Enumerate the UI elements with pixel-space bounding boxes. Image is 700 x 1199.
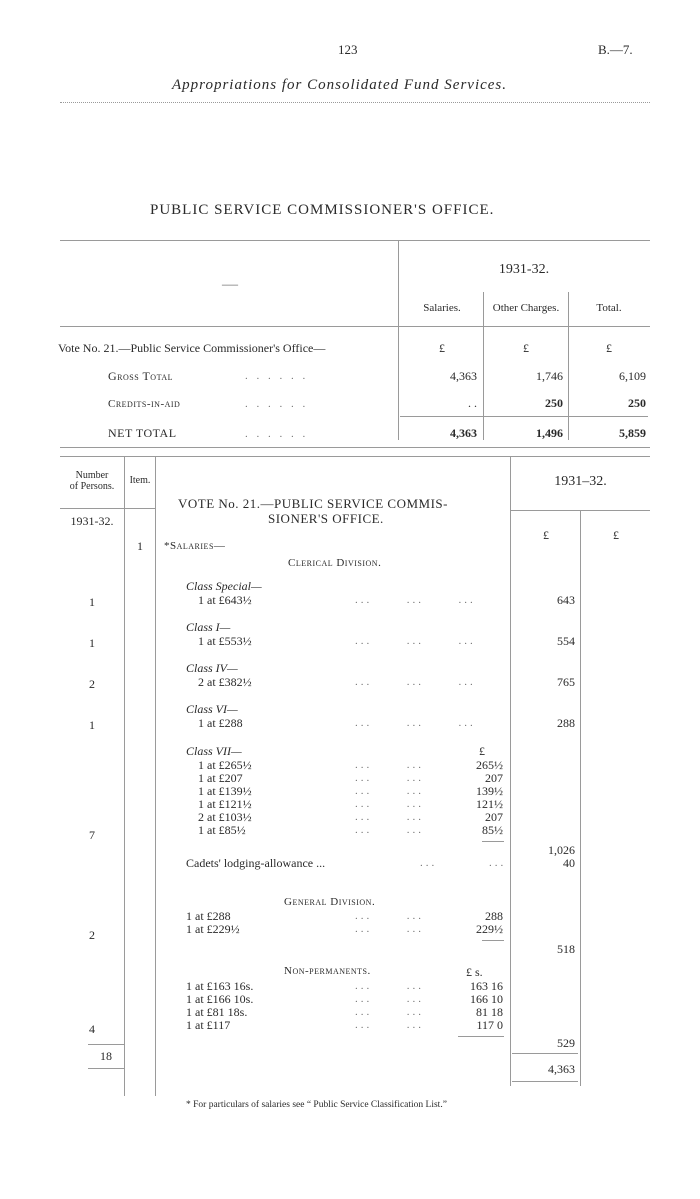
col-item: Item. [129, 475, 151, 486]
col-salaries: Salaries. [423, 302, 461, 314]
col-other-charges: Other Charges. [492, 302, 560, 314]
class-line: 1 at £139½ [198, 784, 252, 798]
row-other: 1,746 [536, 369, 563, 383]
class-name: Class VI— [186, 702, 238, 716]
detail-divider-total [580, 510, 581, 1086]
detail-year-rule [511, 510, 650, 511]
line-value: 85½ [482, 823, 503, 837]
line-value: 207 [485, 810, 503, 824]
line-value: 139½ [476, 784, 503, 798]
nonperm-total: 529 [557, 1036, 575, 1050]
row-label: Gross Total [108, 369, 173, 383]
nonperm-line: 1 at £81 18s. [186, 1005, 248, 1019]
general-heading: General Division. [284, 896, 376, 908]
persons-header-rule [60, 508, 124, 509]
detail-divider-item [155, 456, 156, 1096]
nonperm-line: 1 at £166 10s. [186, 992, 254, 1006]
summary-col-divider-1 [483, 292, 484, 440]
persons: 1 [89, 718, 95, 732]
vote-title-line-1: VOTE No. 21.—PUBLIC SERVICE COMMIS- [178, 496, 448, 511]
line-value: 229½ [476, 922, 503, 936]
header-rule [60, 102, 650, 103]
row-label: Credits-in-aid [108, 398, 181, 410]
leader: ... ... ... [355, 676, 476, 688]
class-name: Class VII— [186, 744, 242, 758]
class-7-total: 1,026 [548, 843, 575, 857]
leader: ... ... ... [355, 594, 476, 606]
line-value: 207 [485, 771, 503, 785]
row-leader: . . . . . . [245, 428, 309, 440]
vote-title-line-2: SIONER'S OFFICE. [268, 511, 384, 526]
class-line: 1 at £553½ [198, 634, 252, 648]
summary-bottom-rule [60, 447, 650, 448]
detail-divider-amount [510, 456, 511, 1086]
currency-other: £ [523, 341, 529, 355]
persons: 1 [89, 636, 95, 650]
leader: ... ... [355, 980, 424, 992]
amount: 643 [557, 593, 575, 607]
detail-top-rule [60, 456, 650, 457]
currency-salaries: £ [439, 341, 445, 355]
page-number: 123 [338, 42, 358, 57]
leader: ... ... [420, 857, 507, 869]
line-value: 117 0 [476, 1018, 503, 1032]
page-title: PUBLIC SERVICE COMMISSIONER'S OFFICE. [150, 202, 495, 218]
row-leader: . . . . . . [245, 398, 309, 410]
row-total: 6,109 [619, 369, 646, 383]
leader: ... ... [355, 785, 424, 797]
amount: 554 [557, 634, 575, 648]
summary-top-rule [60, 240, 650, 241]
line-value: 121½ [476, 797, 503, 811]
leader: ... ... ... [355, 635, 476, 647]
detail-year: 1931–32. [554, 474, 607, 489]
general-line: 1 at £229½ [186, 922, 240, 936]
class-name: Class Special— [186, 579, 262, 593]
subtotal-rule [458, 1036, 504, 1037]
leader: ... ... [355, 923, 424, 935]
currency: £ [479, 744, 485, 758]
line-value: 163 16 [470, 979, 503, 993]
currency-amount: £ [543, 528, 549, 542]
general-total: 518 [557, 942, 575, 956]
summary-year: 1931-32. [498, 262, 550, 277]
salaries-label: *Salaries— [164, 540, 226, 552]
amount: 288 [557, 716, 575, 730]
class-line: 1 at £85½ [198, 823, 246, 837]
line-value: 81 18 [476, 1005, 503, 1019]
leader: ... ... [355, 1006, 424, 1018]
leader: ... ... [355, 772, 424, 784]
row-label: NET TOTAL [108, 426, 177, 440]
summary-header-rule [60, 326, 650, 327]
grand-total: 4,363 [548, 1062, 575, 1076]
row-total: 250 [628, 396, 646, 410]
persons: 7 [89, 828, 95, 842]
leader: ... ... [355, 910, 424, 922]
nonperm-line: 1 at £117 [186, 1018, 231, 1032]
row-salaries: 4,363 [450, 369, 477, 383]
nonperm-currency: £ s. [466, 965, 483, 979]
summary-dash: — [222, 276, 238, 293]
cadets-amount: 40 [563, 856, 575, 870]
grand-total-rule-top [512, 1053, 578, 1054]
row-total: 5,859 [619, 426, 646, 440]
summary-subtotal-rule [400, 416, 648, 417]
line-value: 265½ [476, 758, 503, 772]
amount: 765 [557, 675, 575, 689]
leader: ... ... [355, 798, 424, 810]
class-line: 1 at £288 [198, 716, 243, 730]
class-line: 2 at £382½ [198, 675, 252, 689]
class-name: Class I— [186, 620, 231, 634]
class-line: 2 at £103½ [198, 810, 252, 824]
row-other: 1,496 [536, 426, 563, 440]
persons-total-rule-top [88, 1044, 124, 1045]
leader: ... ... [355, 1019, 424, 1031]
cadets-label: Cadets' lodging-allowance ... [186, 856, 326, 870]
total-persons: 18 [100, 1049, 112, 1063]
col-year: 1931-32. [70, 514, 114, 528]
leader: ... ... [355, 824, 424, 836]
item-number: 1 [137, 539, 143, 553]
col-number-of-persons: Number of Persons. [69, 470, 115, 492]
class-line: 1 at £121½ [198, 797, 252, 811]
row-other: 250 [545, 396, 563, 410]
persons: 1 [89, 595, 95, 609]
class-name: Class IV— [186, 661, 238, 675]
grand-total-rule-bottom [512, 1081, 578, 1082]
currency-total: £ [606, 341, 612, 355]
persons: 2 [89, 677, 95, 691]
row-leader: . . . . . . [245, 370, 309, 382]
persons: 4 [89, 1022, 95, 1036]
leader: ... ... [355, 759, 424, 771]
row-salaries: . . [468, 396, 477, 410]
row-salaries: 4,363 [450, 426, 477, 440]
subtotal-rule [482, 940, 504, 941]
class-line: 1 at £207 [198, 771, 243, 785]
vote-label: Vote No. 21.—Public Service Commissioner's Office— [58, 341, 326, 355]
footnote: * For particulars of salaries see “ Public Service Classification List.” [186, 1100, 447, 1110]
summary-col-divider-2 [568, 292, 569, 440]
line-value: 166 10 [470, 992, 503, 1006]
persons: 2 [89, 928, 95, 942]
subtotal-rule [482, 841, 504, 842]
document-ref: B.—7. [598, 42, 633, 57]
col-total: Total. [596, 302, 622, 314]
class-line: 1 at £265½ [198, 758, 252, 772]
page-subtitle: Appropriations for Consolidated Fund Services. [172, 77, 508, 93]
nonperm-heading: Non-permanents. [284, 965, 371, 977]
clerical-heading: Clerical Division. [288, 557, 382, 569]
leader: ... ... ... [355, 717, 476, 729]
currency-total: £ [613, 528, 619, 542]
item-header-rule [125, 508, 155, 509]
general-line: 1 at £288 [186, 909, 231, 923]
persons-total-rule-bottom [88, 1068, 124, 1069]
leader: ... ... [355, 811, 424, 823]
nonperm-line: 1 at £163 16s. [186, 979, 254, 993]
class-line: 1 at £643½ [198, 593, 252, 607]
leader: ... ... [355, 993, 424, 1005]
line-value: 288 [485, 909, 503, 923]
